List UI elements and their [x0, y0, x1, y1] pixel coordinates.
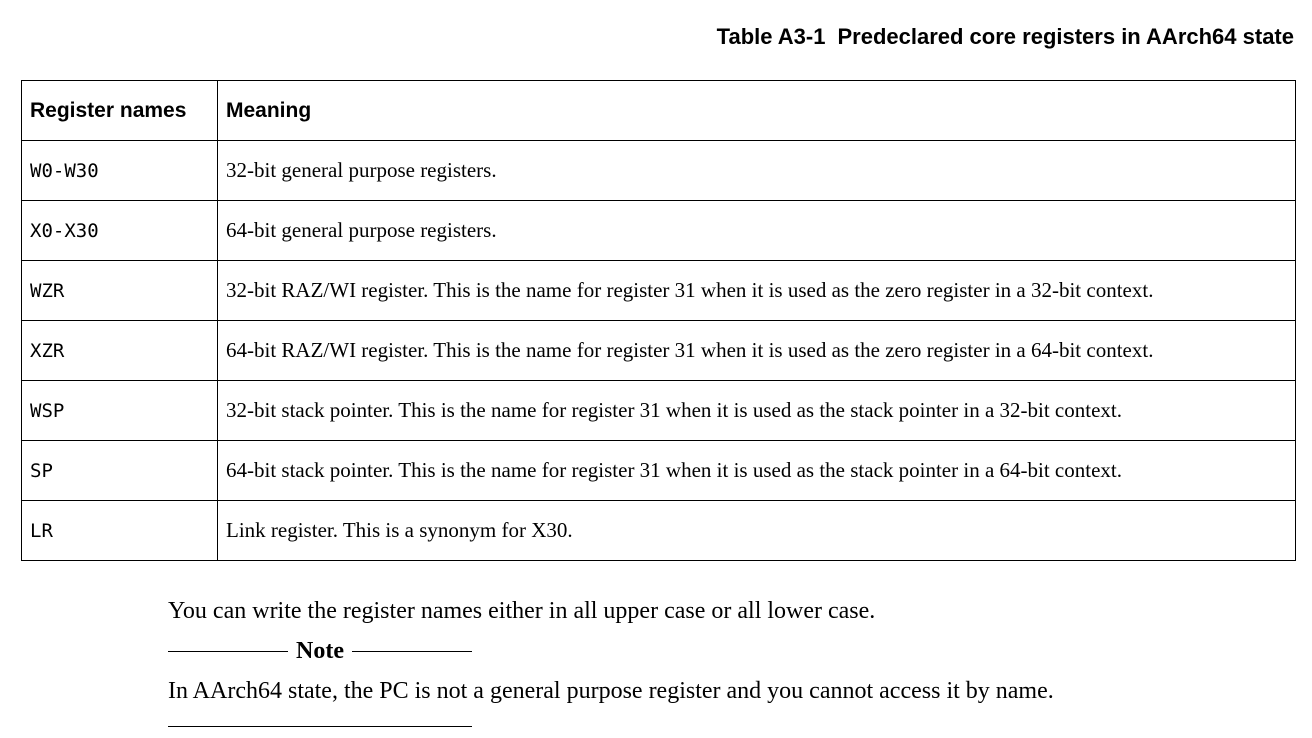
registers-table: [21, 80, 1296, 561]
note-text: In AArch64 state, the PC is not a general purpose register and you cannot access it by name.: [168, 678, 1054, 704]
register-name-cell: WZR: [22, 261, 218, 321]
table-number: Table A3-1: [716, 24, 826, 49]
note-rule-left: [168, 651, 288, 652]
register-meaning-cell: 32-bit RAZ/WI register. This is the name for register 31 when it is used as the zero register in a 32-bit context.: [218, 261, 1296, 321]
table-row: [22, 261, 1296, 321]
column-header-meaning: Meaning: [218, 81, 1296, 141]
table-row: [22, 501, 1296, 561]
case-paragraph: You can write the register names either in all upper case or all lower case.: [168, 598, 876, 624]
register-name-cell: WSP: [22, 381, 218, 441]
note-heading: [168, 636, 472, 666]
table-row: [22, 201, 1296, 261]
register-name-cell: XZR: [22, 321, 218, 381]
table-header-row: [22, 81, 1296, 141]
register-meaning-cell: 32-bit stack pointer. This is the name for register 31 when it is used as the stack pointer in a 32-bit context.: [218, 381, 1296, 441]
table-row: [22, 321, 1296, 381]
register-meaning-cell: 64-bit stack pointer. This is the name for register 31 when it is used as the stack pointer in a 64-bit context.: [218, 441, 1296, 501]
column-header-register-names: Register names: [22, 81, 218, 141]
register-meaning-cell: Link register. This is a synonym for X30.: [218, 501, 1296, 561]
register-meaning-cell: 64-bit general purpose registers.: [218, 201, 1296, 261]
register-name-cell: LR: [22, 501, 218, 561]
table-row: [22, 441, 1296, 501]
register-name-cell: SP: [22, 441, 218, 501]
table-caption: [717, 22, 1294, 52]
register-meaning-cell: 32-bit general purpose registers.: [218, 141, 1296, 201]
note-label: Note: [296, 637, 344, 664]
register-name-cell: X0-X30: [22, 201, 218, 261]
table-row: [22, 381, 1296, 441]
register-name-cell: W0-W30: [22, 141, 218, 201]
register-meaning-cell: 64-bit RAZ/WI register. This is the name for register 31 when it is used as the zero register in a 64-bit context.: [218, 321, 1296, 381]
note-rule-right: [352, 651, 472, 652]
table-row: [22, 141, 1296, 201]
note-end-rule: [168, 726, 472, 727]
table-title: Predeclared core registers in AArch64 state: [837, 24, 1294, 49]
